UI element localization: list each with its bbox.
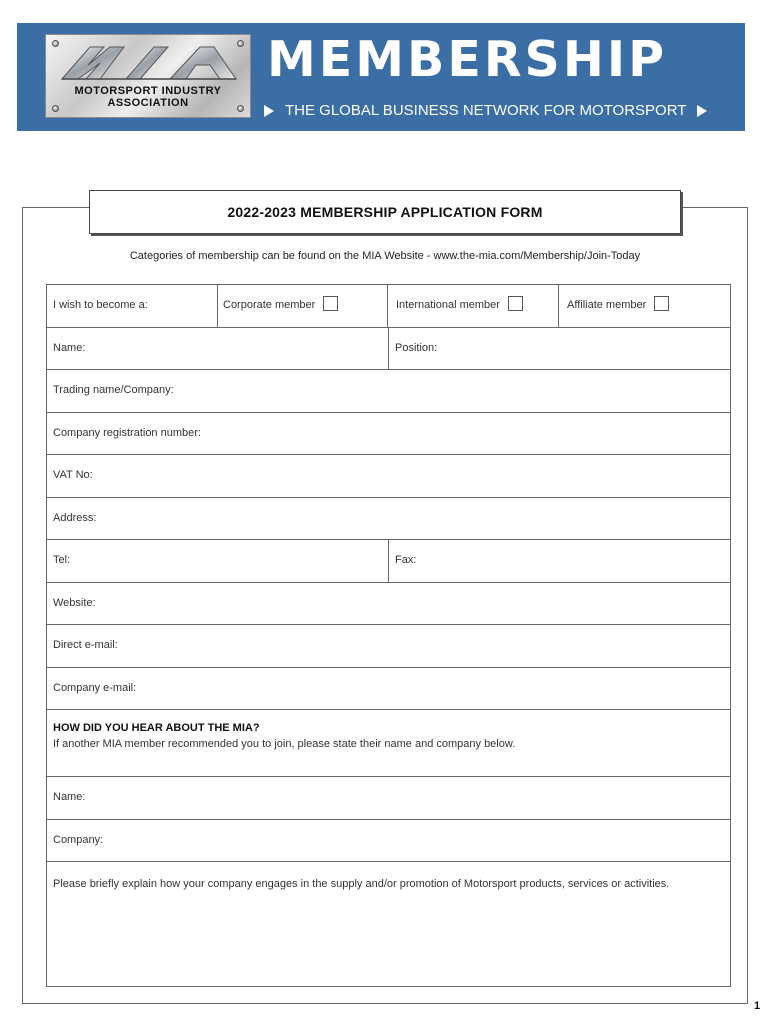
screw-icon: [52, 40, 59, 47]
name-field[interactable]: Name:: [53, 342, 86, 354]
tel-field[interactable]: Tel:: [53, 554, 71, 566]
option-affiliate-label: Affiliate member: [567, 299, 647, 311]
vat-field[interactable]: VAT No:: [53, 469, 93, 481]
form-title: 2022-2023 MEMBERSHIP APPLICATION FORM: [227, 204, 543, 220]
referrer-company-row: [47, 820, 730, 862]
membership-type-row: [47, 285, 730, 328]
website-field[interactable]: Website:: [53, 597, 96, 609]
fax-field[interactable]: Fax:: [388, 540, 730, 582]
company-reg-field[interactable]: Company registration number:: [53, 427, 201, 439]
screw-icon: [237, 40, 244, 47]
application-form: [46, 284, 731, 987]
banner-title: MEMBERSHIP: [267, 31, 667, 88]
address-field[interactable]: Address:: [53, 512, 97, 524]
header-banner: [17, 23, 745, 131]
wish-label: I wish to become a:: [53, 299, 148, 311]
logo-text-line2: ASSOCIATION: [107, 97, 189, 109]
company-email-field[interactable]: Company e-mail:: [53, 682, 137, 694]
explain-field[interactable]: Please briefly explain how your company engages in the supply and/or promotion of Motorsport products, services or activities.: [53, 878, 670, 890]
trading-name-field[interactable]: Trading name/Company:: [53, 384, 174, 396]
play-arrow-icon: [264, 105, 274, 117]
hear-about-instruction: If another MIA member recommended you to join, please state their name and company below.: [53, 738, 516, 750]
page-number: 1: [754, 1000, 761, 1012]
mia-logo-mark-icon: [60, 43, 238, 81]
company-email-row: [47, 668, 730, 710]
name-position-row: [47, 328, 730, 370]
option-corporate-label: Corporate member: [223, 299, 316, 311]
hear-about-heading: HOW DID YOU HEAR ABOUT THE MIA?: [53, 722, 260, 734]
option-affiliate[interactable]: [558, 285, 730, 327]
form-title-box: [89, 190, 681, 234]
referrer-name-field[interactable]: Name:: [53, 791, 86, 803]
direct-email-row: [47, 625, 730, 668]
website-row: [47, 583, 730, 625]
hear-about-row: [47, 710, 730, 777]
option-international[interactable]: [387, 285, 558, 327]
categories-note: Categories of membership can be found on the MIA Website - www.the-mia.com/Membership/Join-Today: [129, 250, 641, 262]
option-corporate[interactable]: [217, 285, 387, 327]
banner-subtitle: [264, 102, 707, 119]
address-row: [47, 498, 730, 540]
direct-email-field[interactable]: Direct e-mail:: [53, 639, 118, 651]
tel-fax-row: [47, 540, 730, 583]
referrer-name-row: [47, 777, 730, 820]
option-international-label: International member: [396, 299, 500, 311]
affiliate-checkbox[interactable]: [654, 296, 669, 311]
play-arrow-icon: [697, 105, 707, 117]
mia-logo: [45, 34, 251, 118]
hear-about-section: [47, 710, 730, 776]
trading-name-row: [47, 370, 730, 413]
referrer-company-field[interactable]: Company:: [53, 834, 104, 846]
international-checkbox[interactable]: [508, 296, 523, 311]
company-reg-row: [47, 413, 730, 455]
vat-row: [47, 455, 730, 498]
explain-row: [47, 862, 730, 987]
position-field[interactable]: Position:: [388, 328, 730, 369]
logo-text-line1: MOTORSPORT INDUSTRY: [74, 85, 222, 97]
corporate-checkbox[interactable]: [323, 296, 338, 311]
banner-subtitle-text: THE GLOBAL BUSINESS NETWORK FOR MOTORSPORT: [285, 102, 687, 119]
